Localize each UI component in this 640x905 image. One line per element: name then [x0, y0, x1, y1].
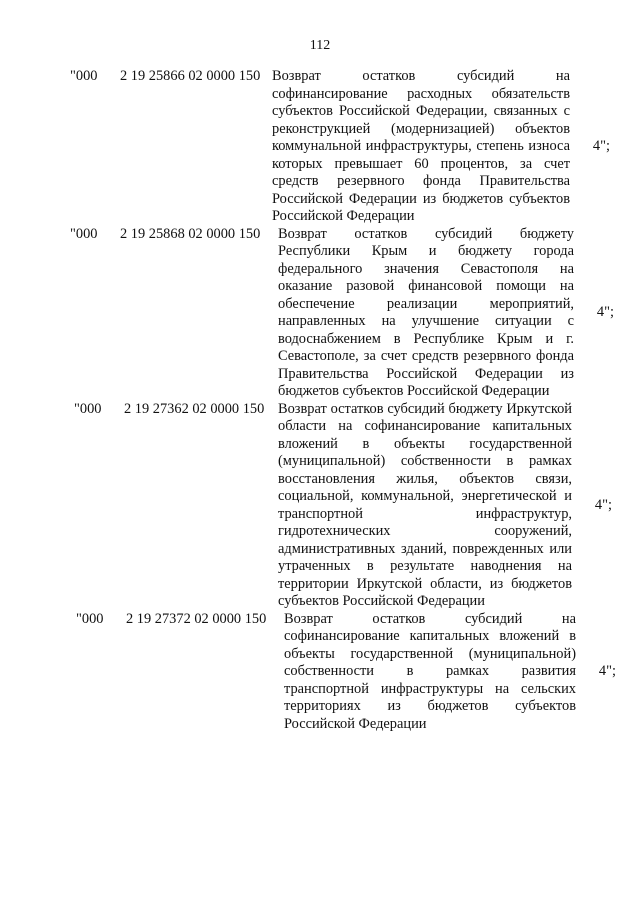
row-suffix: 4";	[598, 663, 616, 679]
budget-code: 2 19 27362 02 0000 150	[124, 400, 265, 417]
table-row	[0, 611, 640, 734]
budget-code: 2 19 27372 02 0000 150	[126, 610, 267, 627]
row-prefix: "000	[70, 68, 98, 84]
row-suffix: 4";	[596, 304, 614, 321]
page-number: 112	[309, 38, 331, 53]
row-description: Возврат остатков субсидий на софинансирование расходных обязательств субъектов Российской Федерации, связанных с реконструкцией (модернизацией) объектов коммунальной инфраструктуры, степень износа которых превышает 60 процентов, за счет средств резервного фонда Правительства Российской Федерации из бюджетов субъектов Российской Федерации	[272, 68, 570, 224]
budget-code: 2 19 25868 02 0000 150	[120, 225, 261, 242]
table-row	[0, 68, 640, 226]
row-suffix: 4";	[592, 138, 610, 154]
row-description: Возврат остатков субсидий бюджету Республики Крым и бюджету города федерального значения Севастополя на оказание разовой финансовой помощи на обеспечение реализации мероприятий, направленных на улучшение ситуации с водоснабжением в Республике Крым и г. Севастополе, за счет средств резервного фонда Правительства Российской Федерации из бюджетов субъектов Российской Федерации	[278, 225, 574, 399]
row-description: Возврат остатков субсидий на софинансирование капитальных вложений в объекты государственной (муниципальной) собственности в рамках развития транспортной инфраструктуры на сельских территориях из бюджетов субъектов Российской Федерации	[284, 610, 576, 732]
row-description: Возврат остатков субсидий бюджету Иркутской области на софинансирование капитальных вложений в объекты государственной (муниципальной) собственности в рамках восстановления жилья, объектов связи, социальной, коммунальной, энергетической и транспортной инфраструктур, гидротехнических сооружений, административных зданий, поврежденных или утраченных в результате наводнения на территории Иркутской области, из бюджетов субъектов Российской Федерации	[278, 400, 572, 609]
table-row	[0, 226, 640, 401]
table-row	[0, 401, 640, 611]
row-prefix: "000	[76, 610, 104, 627]
row-suffix: 4";	[594, 496, 612, 513]
budget-code: 2 19 25866 02 0000 150	[120, 68, 261, 84]
row-prefix: "000	[74, 400, 102, 417]
budget-code-table	[0, 68, 640, 733]
row-prefix: "000	[70, 225, 98, 242]
